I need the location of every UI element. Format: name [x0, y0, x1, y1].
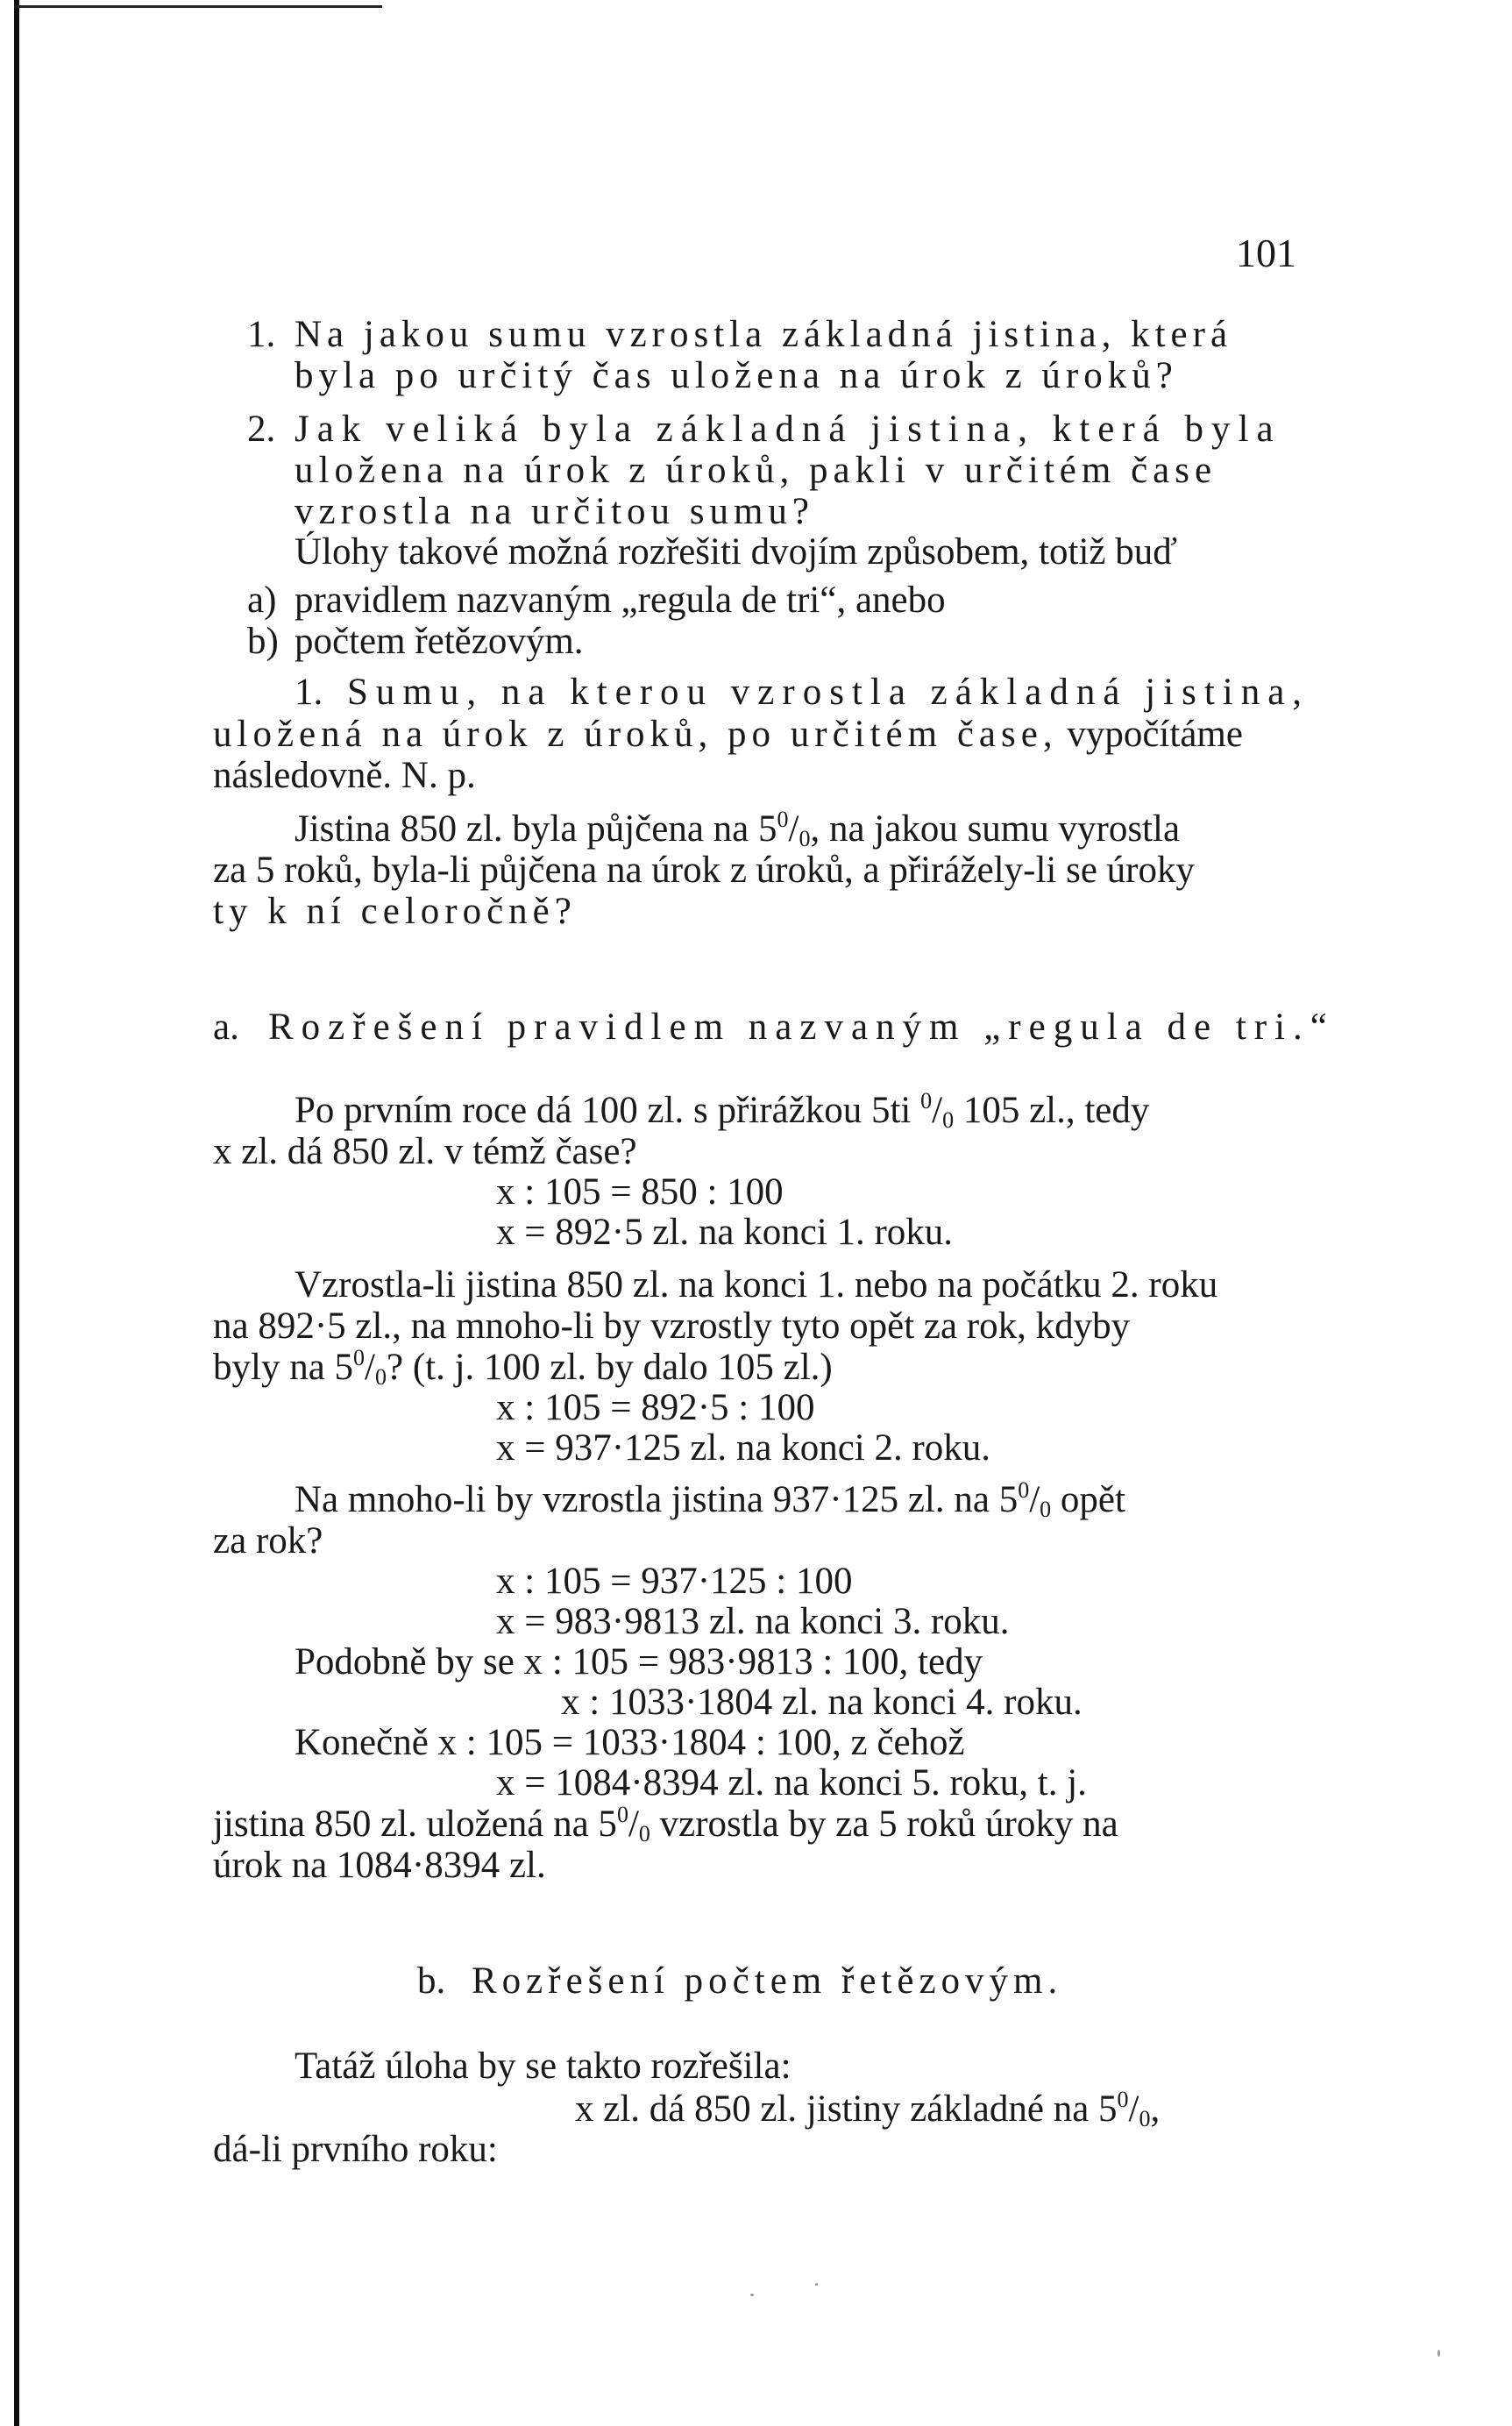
solution-b-line-3: dá-li prvního roku:: [213, 2129, 498, 2170]
percent-sign-top: 0: [1117, 2087, 1129, 2112]
solution-a-line-8: Podobně by se x : 105 = 983·9813 : 100, tedy: [295, 1641, 983, 1683]
equation-8: x = 1084·8394 zl. na konci 5. roku, t. j.: [496, 1762, 1087, 1803]
solution-a-line-1a: Po prvním roce dá 100 zl. s přirážkou 5ti: [295, 1090, 921, 1131]
solution-a-line-2: x zl. dá 850 zl. v témž čase?: [213, 1131, 637, 1172]
solution-a-line-6a: Na mnoho-li by vzrostla jistina 937·125 zl. na 5: [295, 1479, 1019, 1520]
percent-sign-bottom: 0: [799, 826, 811, 851]
problem-line-3: ty k ní celoročně?: [213, 891, 577, 932]
solution-a-line-10b: vzrostla by za 5 roků úroky na: [650, 1803, 1118, 1845]
heading-a-text: Rozřešení pravidlem nazvaným „regula de tri.“: [268, 1007, 1335, 1048]
solution-a-line-5b: ? (t. j. 100 zl. by dalo 105 zl.): [387, 1347, 833, 1388]
question-1-number: 1.: [247, 314, 276, 355]
heading-b-text: Rozřešení počtem řetězovým.: [472, 1960, 1063, 2002]
solution-b-line-2: x zl. dá 850 zl. jistiny základné na $5^0/_0$,: [575, 2087, 1161, 2131]
method-b-text: počtem řetězovým.: [295, 621, 584, 662]
solution-a-line-1b: 105 zl., tedy: [954, 1090, 1150, 1131]
equation-7: x : 1033·1804 zl. na konci 4. roku.: [561, 1682, 1083, 1723]
equation-1: x : 105 = 850 : 100: [496, 1171, 784, 1213]
solution-a-line-9: Konečně x : 105 = 1033·1804 : 100, z čehož: [295, 1722, 965, 1763]
equation-5: x : 105 = 937·125 : 100: [496, 1561, 853, 1602]
section-1-line-1: Sumu, na kterou vzrostla základná jistina,: [347, 672, 1310, 713]
problem-line-2: za 5 roků, byla-li půjčena na úrok z úroků, a přirážely-li se úroky: [213, 850, 1195, 891]
method-a-text: pravidlem nazvaným „regula de tri“, anebo: [295, 580, 946, 621]
percent-sign-bottom: 0: [1040, 1497, 1052, 1522]
percent-sign-top: 0: [777, 807, 789, 832]
section-1-line-2: [213, 714, 1243, 756]
method-b-label: b): [247, 621, 279, 662]
percent-sign-top: 0: [920, 1088, 933, 1113]
section-1-line-2b: vypočítáme: [1067, 714, 1243, 755]
solution-a-line-5: byly na $5^0/_0$? (t. j. 100 zl. by dalo 105 zl.): [213, 1345, 833, 1390]
equation-6: x = 983·9813 zl. na konci 3. roku.: [496, 1601, 1010, 1642]
question-2-line-3: vzrostla na určitou sumu?: [295, 491, 815, 532]
solution-b-line-2b: ,: [1150, 2088, 1161, 2130]
method-a-label: a): [247, 580, 277, 621]
intro-text: Úlohy takové možná rozřešiti dvojím způsobem, totiž buď: [295, 531, 1178, 573]
question-2-line-1: Jak veliká byla základná jistina, která byla: [295, 409, 1281, 450]
question-1-line-2: byla po určitý čas uložena na úrok z úroků?: [295, 355, 1178, 396]
percent-sign-top: 0: [616, 1802, 628, 1827]
solution-a-line-10a: jistina 850 zl. uložená na 5: [213, 1803, 617, 1845]
scan-speck: [815, 2283, 818, 2286]
percent-sign-bottom: 0: [638, 1821, 650, 1846]
scan-speck: [750, 2294, 754, 2296]
percent-sign-bottom: 0: [1139, 2106, 1151, 2131]
equation-4: x = 937·125 zl. na konci 2. roku.: [496, 1427, 991, 1469]
solution-a-line-4: na 892·5 zl., na mnoho-li by vzrostly tyto opět za rok, kdyby: [213, 1305, 1131, 1347]
problem-line-1a: Jistina 850 zl. byla půjčena na 5: [295, 808, 777, 850]
section-1-line-3: následovně. N. p.: [213, 755, 476, 796]
equation-2: x = 892·5 zl. na konci 1. roku.: [496, 1212, 954, 1253]
solution-b-line-2a: x zl. dá 850 zl. jistiny základné na 5: [575, 2088, 1118, 2130]
solution-a-line-3: Vzrostla-li jistina 850 zl. na konci 1. nebo na počátku 2. roku: [295, 1264, 1218, 1305]
percent-sign-top: 0: [1018, 1477, 1030, 1503]
solution-a-line-1: Po prvním roce dá 100 zl. s přirážkou 5ti $^0/_0$ 105 zl., tedy: [295, 1088, 1150, 1133]
solution-a-line-5a: byly na 5: [213, 1347, 354, 1388]
question-2-line-2: uložena na úrok z úroků, pakli v určitém čase: [295, 450, 1217, 491]
solution-a-line-10: jistina 850 zl. uložená na $5^0/_0$ vzrostla by za 5 roků úroky na: [213, 1802, 1118, 1846]
percent-sign-bottom: 0: [942, 1107, 955, 1133]
equation-3: x : 105 = 892·5 : 100: [496, 1387, 815, 1428]
heading-a-label: a.: [213, 1007, 239, 1048]
question-2-number: 2.: [247, 409, 276, 450]
problem-line-1: Jistina 850 zl. byla půjčena na $5^0/_0$, na jakou sumu vyrostla: [295, 807, 1181, 851]
section-1-number: 1.: [295, 672, 323, 713]
solution-a-line-11: úrok na 1084·8394 zl.: [213, 1845, 546, 1886]
solution-a-line-7: za rok?: [213, 1520, 323, 1562]
heading-b-label: b.: [417, 1960, 446, 2002]
solution-b-line-1: Tatáž úloha by se takto rozřešila:: [295, 2045, 791, 2087]
page-number: 101: [1236, 231, 1296, 275]
question-1-line-1: Na jakou sumu vzrostla základná jistina, která: [295, 314, 1233, 355]
solution-a-line-6b: opět: [1051, 1479, 1125, 1520]
percent-sign-top: 0: [353, 1345, 366, 1370]
percent-sign-bottom: 0: [375, 1364, 387, 1390]
section-1-line-2a: uložená na úrok z úroků, po určitém čase,: [213, 714, 1058, 755]
problem-line-1b: , na jakou sumu vyrostla: [810, 808, 1181, 850]
solution-a-line-6: Na mnoho-li by vzrostla jistina 937·125 zl. na $5^0/_0$ opět: [295, 1477, 1125, 1522]
scan-speck: [1437, 2350, 1440, 2357]
